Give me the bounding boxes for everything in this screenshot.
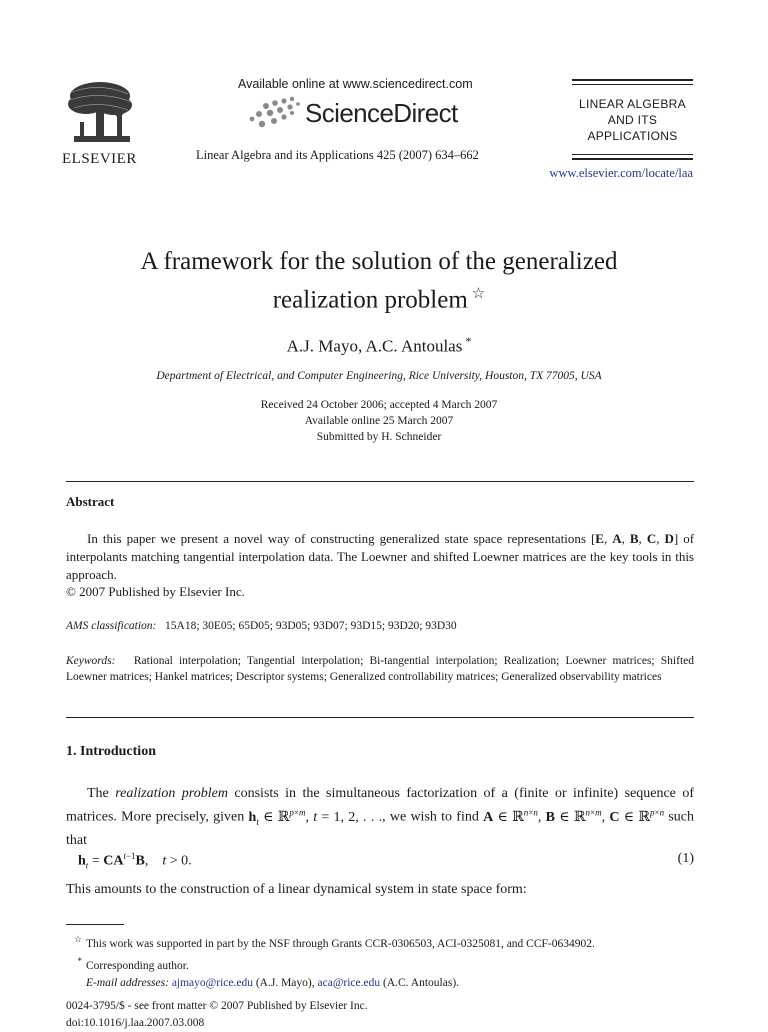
abstract-body: In this paper we present a novel way of constructing generalized state space representations [E, A, B, C, D] of interpolants matching tangential interpolation data. The Loewner and shifted Loewner matrices are the key tools in this approach. <box>66 531 695 582</box>
keywords-text: Rational interpolation; Tangential interpolation; Bi-tangential interpolation; Realization; Loewner matrices; Shifted Loewner matrices; Hankel matrices; Descriptor systems; Generalized controllability matrices; Generalized observability matrices <box>66 655 694 683</box>
intro-continuation: This amounts to the construction of a linear dynamical system in state space form: <box>66 882 527 897</box>
publisher-wordmark: ELSEVIER <box>62 151 137 167</box>
journal-box-rule <box>572 79 693 81</box>
journal-citation: Linear Algebra and its Applications 425 (2007) 634–662 <box>196 148 479 162</box>
footnote-star-marker: ☆ <box>73 934 82 944</box>
math-inline: A ∈ ℝ$^{n\times n}$, B ∈ ℝ$^{n\times m}$, C ∈ ℝ$^{p\times n}$ <box>483 807 665 825</box>
ams-codes: 15A18; 30E05; 65D05; 93D05; 93D07; 93D15; 93D20; 93D30 <box>165 620 457 632</box>
symbol-c: C <box>646 531 657 546</box>
math-inline: $h_t$ ∈ ℝ$^{p\times m}$, t = 1, 2, . . . <box>248 807 383 827</box>
article-history <box>64 397 694 445</box>
footnote-asterisk-marker: * <box>77 955 82 966</box>
email-link-mayo[interactable]: ajmayo@rice.edu <box>171 976 253 989</box>
submitted-by: Submitted by H. Schneider <box>316 431 442 443</box>
corresponding-author-marker[interactable]: * <box>465 334 472 348</box>
paper-title <box>64 246 694 316</box>
keywords-label: Keywords: <box>66 655 116 667</box>
available-date: Available online 25 March 2007 <box>304 415 454 427</box>
equation-number: (1) <box>677 851 694 866</box>
footnote-corresponding: * Corresponding author. <box>66 953 595 975</box>
abstract-bottom-rule <box>66 717 694 718</box>
title-footnote-marker[interactable]: ☆ <box>471 286 486 302</box>
abstract-copyright: © 2007 Published by Elsevier Inc. <box>66 584 245 599</box>
journal-title-line: LINEAR ALGEBRA <box>579 97 686 111</box>
journal-box-rule <box>572 154 693 155</box>
symbol-b: B <box>629 531 639 546</box>
journal-box-rule <box>572 84 693 85</box>
doi-line[interactable]: doi:10.1016/j.laa.2007.03.008 <box>66 1017 205 1029</box>
abstract-heading: Abstract <box>66 494 115 509</box>
available-online-text: Available online at www.sciencedirect.com <box>238 77 473 91</box>
realization-problem-term: realization problem <box>115 786 228 801</box>
footnotes <box>66 931 595 992</box>
title-text: realization problem <box>272 286 468 314</box>
footnote-emails: E-mail addresses: ajmayo@rice.edu (A.J. Mayo), aca@rice.edu (A.C. Antoulas). <box>86 976 460 989</box>
title-line-2 <box>64 278 694 316</box>
ams-label: AMS classification: <box>66 620 157 632</box>
journal-title-line: APPLICATIONS <box>587 129 678 143</box>
keywords <box>66 653 694 685</box>
abstract-text-part: In this paper we present a novel way of constructing generalized state space representations [ <box>87 531 596 546</box>
symbol-a: A <box>612 531 622 546</box>
intro-paragraph: The realization problem consists in the simultaneous factorization of a (finite or infinite) sequence of matrices. More precisely, given $h_t$ ∈ ℝ$^{p\times m}$, t = 1, 2, . . ., we wish to find A ∈ ℝ$^{n\times n}$, B ∈ ℝ$^{n\times m}$, C ∈ ℝ$^{p\times n}$ such that <box>66 786 695 849</box>
journal-box-rule <box>572 158 693 160</box>
footnote-funding: ☆ This work was supported in part by the NSF through Grants CCR-0306503, ACI-0325081, and CCF-0634902. <box>66 931 595 953</box>
abstract-top-rule <box>66 481 694 482</box>
abstract-text-part: ] of interpolants matching tangential interpolation data. The Loewner and shifted Loewner matrices are the key tools in this approach. <box>66 531 695 582</box>
journal-url-link[interactable]: www.elsevier.com/locate/laa <box>549 166 693 180</box>
equation-body: $h_t = CA^{t-1}B$, t > 0. <box>78 851 192 871</box>
received-date: Received 24 October 2006; accepted 4 March 2007 <box>260 399 498 411</box>
author-list <box>64 334 694 357</box>
sciencedirect-wordmark: ScienceDirect <box>305 98 458 128</box>
front-matter <box>66 998 368 1032</box>
journal-title-line: AND ITS <box>607 113 658 127</box>
affiliation: Department of Electrical, and Computer Engineering, Rice University, Houston, TX 77005, USA <box>156 370 602 382</box>
ams-classification <box>66 620 457 632</box>
title-line: A framework for the solution of the generalized <box>140 248 618 275</box>
authors-text: A.J. Mayo, A.C. Antoulas <box>286 336 463 356</box>
issn-line: 0024-3795/$ - see front matter © 2007 Published by Elsevier Inc. <box>66 1000 368 1012</box>
footnote-rule <box>66 924 124 925</box>
sciencedirect-dots-logo <box>248 95 302 129</box>
symbol-e: E <box>595 531 604 546</box>
email-link-antoulas[interactable]: aca@rice.edu <box>317 976 381 989</box>
elsevier-tree-logo <box>62 78 140 150</box>
journal-title-block <box>572 96 693 144</box>
section-heading-introduction: 1. Introduction <box>66 744 156 759</box>
symbol-d: D <box>664 531 674 546</box>
